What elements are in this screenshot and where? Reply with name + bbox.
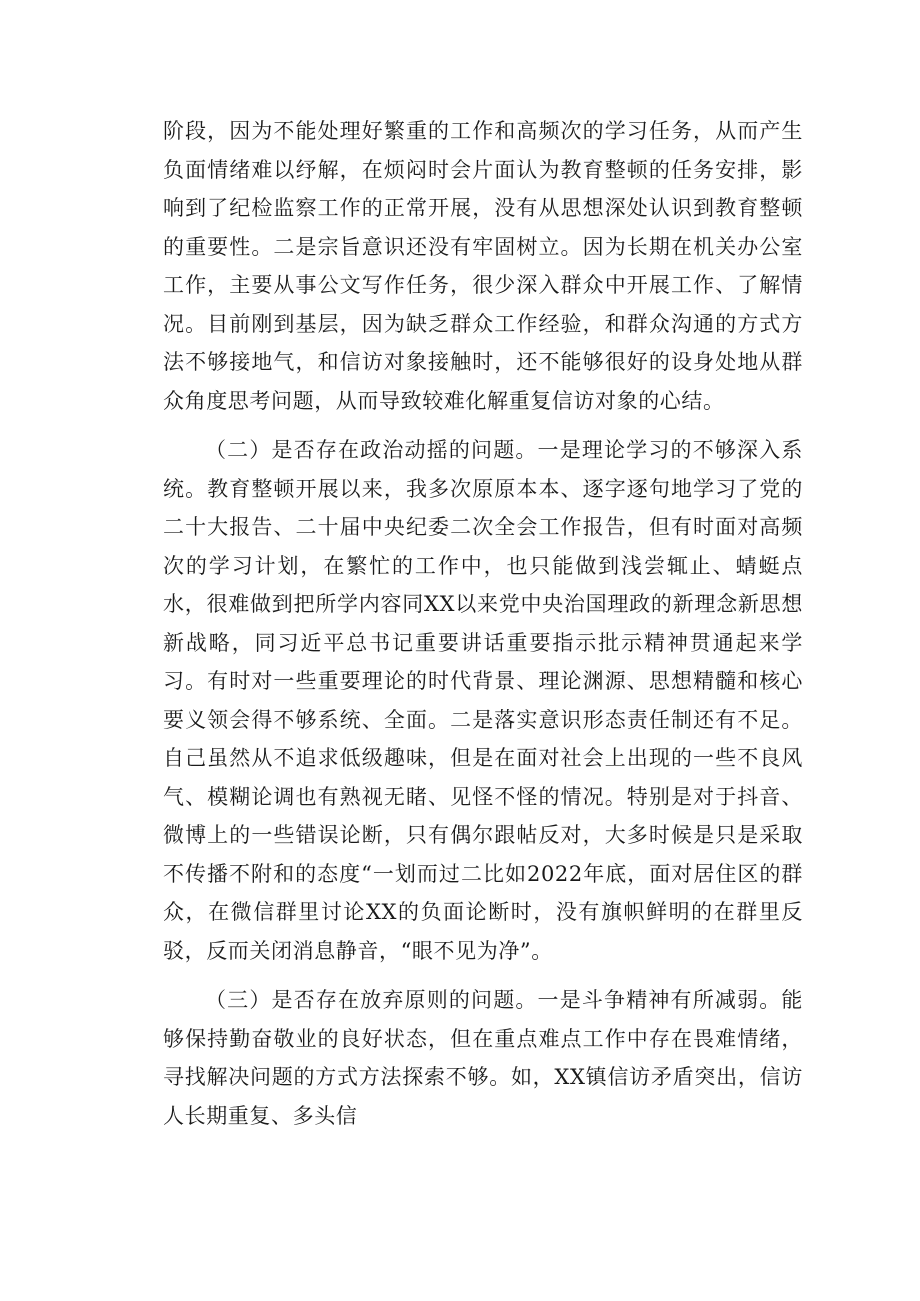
paragraph-3: （三）是否存在放弃原则的问题。一是斗争精神有所减弱。能够保持勤奋敬业的良好状态，但在重点难点工作中存在畏难情绪，寻找解决问题的方式方法探索不够。如，XX镇信访矛盾突出，信访人长期重复、多头信	[163, 988, 803, 1128]
paragraph-2: （二）是否存在政治动摇的问题。一是理论学习的不够深入系统。教育整顿开展以来，我多次原原本本、逐字逐句地学习了党的二十大报告、二十届中央纪委二次全会工作报告，但有时面对高频次的学习计划，在繁忙的工作中，也只能做到浅尝辄止、蜻蜓点水，很难做到把所学内容同XX以来党中央治国理政的新理念新思想新战略，同习近平总书记重要讲话重要指示批示精神贯通起来学习。有时对一些重要理论的时代背景、理论渊源、思想精髓和核心要义领会得不够系统、全面。二是落实意识形态责任制还有不足。自己虽然从不追求低级趣味，但是在面对社会上出现的一些不良风气、模糊论调也有熟视无睹、见怪不怪的情况。特别是对于抖音、微博上的一些错误论断，只有偶尔跟帖反对，大多时候是只是采取不传播不附和的态度“一划而过二比如2022年底，面对居住区的群众，在微信群里讨论XX的负面论断时，没有旗帜鲜明的在群里反驳，反而关闭消息静音，“眼不见为净”。	[163, 438, 803, 963]
paragraph-1: 阶段，因为不能处理好繁重的工作和高频次的学习任务，从而产生负面情绪难以纾解，在烦闷时会片面认为教育整顿的任务安排，影响到了纪检监察工作的正常开展，没有从思想深处认识到教育整顿的重要性。二是宗旨意识还没有牢固树立。因为长期在机关办公室工作，主要从事公文写作任务，很少深入群众中开展工作、了解情况。目前刚到基层，因为缺乏群众工作经验，和群众沟通的方式方法不够接地气，和信访对象接触时，还不能够很好的设身处地从群众角度思考问题，从而导致较难化解重复信访对象的心结。	[163, 119, 803, 413]
document-body	[163, 112, 803, 1146]
